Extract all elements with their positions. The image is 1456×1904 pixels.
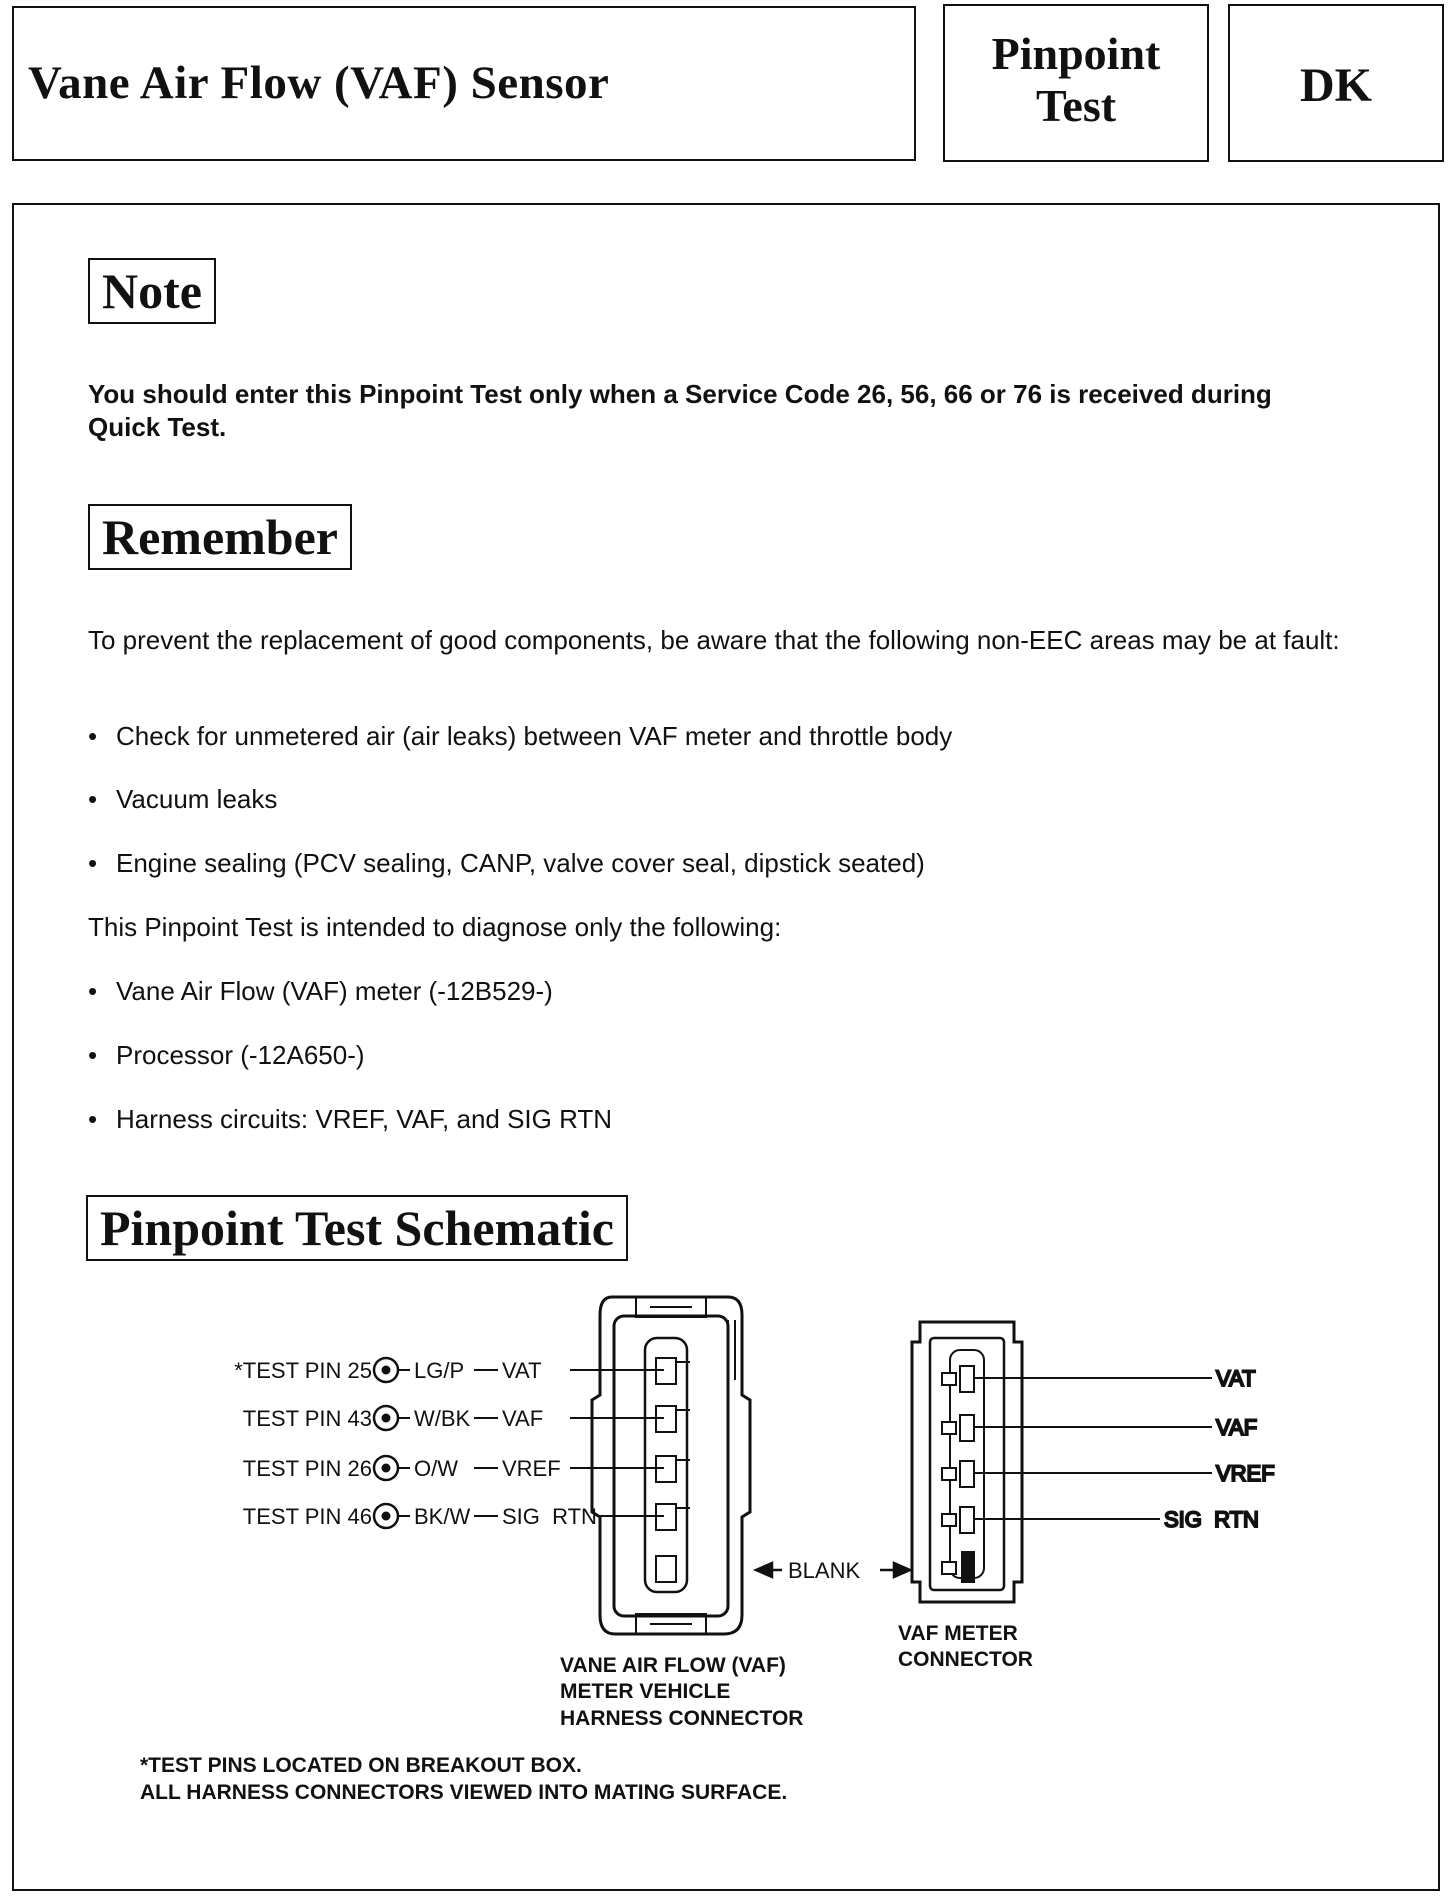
list-item-text: Check for unmetered air (air leaks) between VAF meter and throttle body	[116, 721, 953, 751]
circuit-label: VAF	[502, 1406, 544, 1431]
intended-text: This Pinpoint Test is intended to diagnose only the following:	[88, 912, 782, 942]
meter-circuit-label: VAT	[1216, 1366, 1256, 1391]
list-item: • Vacuum leaks	[88, 784, 278, 814]
circuit-label: VREF	[502, 1456, 561, 1481]
blank-label: BLANK	[788, 1558, 861, 1583]
test-pin-jack-center	[382, 1512, 391, 1521]
wire-color-label: LG/P	[414, 1358, 465, 1383]
meter-blank-latch	[942, 1562, 956, 1574]
note-text: You should enter this Pinpoint Test only when a Service Code 26, 56, 66 or 76 is received during Quick Test.	[88, 379, 1272, 442]
list-item-text: Engine sealing (PCV sealing, CANP, valve cover seal, dipstick seated)	[116, 848, 925, 878]
footnote-2: ALL HARNESS CONNECTORS VIEWED INTO MATING SURFACE.	[140, 1781, 788, 1804]
meter-pin-latch	[942, 1422, 956, 1434]
meter-circuit-label: VAF	[1216, 1415, 1258, 1440]
page-title: Vane Air Flow (VAF) Sensor	[28, 57, 610, 109]
meter-pin-cavity	[960, 1461, 974, 1487]
meter-caption-line-1: VAF METER	[898, 1622, 1018, 1645]
meter-circuit-label: SIG RTN	[1164, 1507, 1259, 1532]
remember-intro: To prevent the replacement of good components, be aware that the following non-EEC areas may be at fault:	[88, 625, 1340, 655]
list-item-text: Processor (-12A650-)	[116, 1040, 365, 1070]
harness-blank-cavity	[656, 1556, 676, 1582]
meter-pin-latch	[942, 1468, 956, 1480]
test-type-line-2: Test	[1035, 80, 1117, 131]
harness-caption-line-1: VANE AIR FLOW (VAF)	[560, 1654, 786, 1677]
wire-color-label: O/W	[414, 1456, 458, 1481]
list-item-text: Vacuum leaks	[116, 784, 278, 814]
test-pin-jack-center	[382, 1414, 391, 1423]
meter-pin-cavity	[960, 1507, 974, 1533]
list-item-text: Vane Air Flow (VAF) meter (-12B529-)	[116, 976, 553, 1006]
list-item: • Harness circuits: VREF, VAF, and SIG RTN	[88, 1104, 613, 1134]
meter-pin-latch	[942, 1514, 956, 1526]
circuit-label: SIG RTN	[502, 1504, 597, 1529]
circuit-label: VAT	[502, 1358, 542, 1383]
meter-pin-cavity	[960, 1366, 974, 1392]
blank-arrow-right-head	[894, 1563, 910, 1577]
footnote-1: *TEST PINS LOCATED ON BREAKOUT BOX.	[140, 1754, 582, 1777]
test-pin-label: *TEST PIN 25	[234, 1358, 372, 1383]
blank-arrow-left-head	[756, 1563, 772, 1577]
schematic-heading: Pinpoint Test Schematic	[86, 1195, 628, 1261]
remember-heading: Remember	[88, 504, 352, 570]
test-code: DK	[1300, 59, 1372, 112]
list-item: • Vane Air Flow (VAF) meter (-12B529-)	[88, 976, 553, 1006]
meter-blank-pin	[962, 1552, 974, 1582]
test-pin-label: TEST PIN 43	[242, 1406, 372, 1431]
meter-circuit-label: VREF	[1216, 1461, 1275, 1486]
wire-color-label: BK/W	[414, 1504, 471, 1529]
list-item: • Engine sealing (PCV sealing, CANP, valve cover seal, dipstick seated)	[88, 848, 925, 878]
note-heading: Note	[88, 258, 216, 324]
test-pin-label: TEST PIN 46	[242, 1504, 372, 1529]
test-pin-jack-center	[382, 1366, 391, 1375]
test-type-line-1: Pinpoint	[991, 28, 1161, 79]
list-item: • Processor (-12A650-)	[88, 1040, 365, 1070]
list-item-text: Harness circuits: VREF, VAF, and SIG RTN	[116, 1104, 613, 1134]
list-item: • Check for unmetered air (air leaks) between VAF meter and throttle body	[88, 721, 953, 751]
meter-pin-cavity	[960, 1415, 974, 1441]
meter-caption-line-2: CONNECTOR	[898, 1648, 1033, 1671]
harness-caption-line-3: HARNESS CONNECTOR	[560, 1707, 804, 1730]
meter-pin-latch	[942, 1373, 956, 1385]
test-pin-label: TEST PIN 26	[242, 1456, 372, 1481]
harness-caption-line-2: METER VEHICLE	[560, 1680, 731, 1703]
test-pin-jack-center	[382, 1464, 391, 1473]
wire-color-label: W/BK	[414, 1406, 471, 1431]
